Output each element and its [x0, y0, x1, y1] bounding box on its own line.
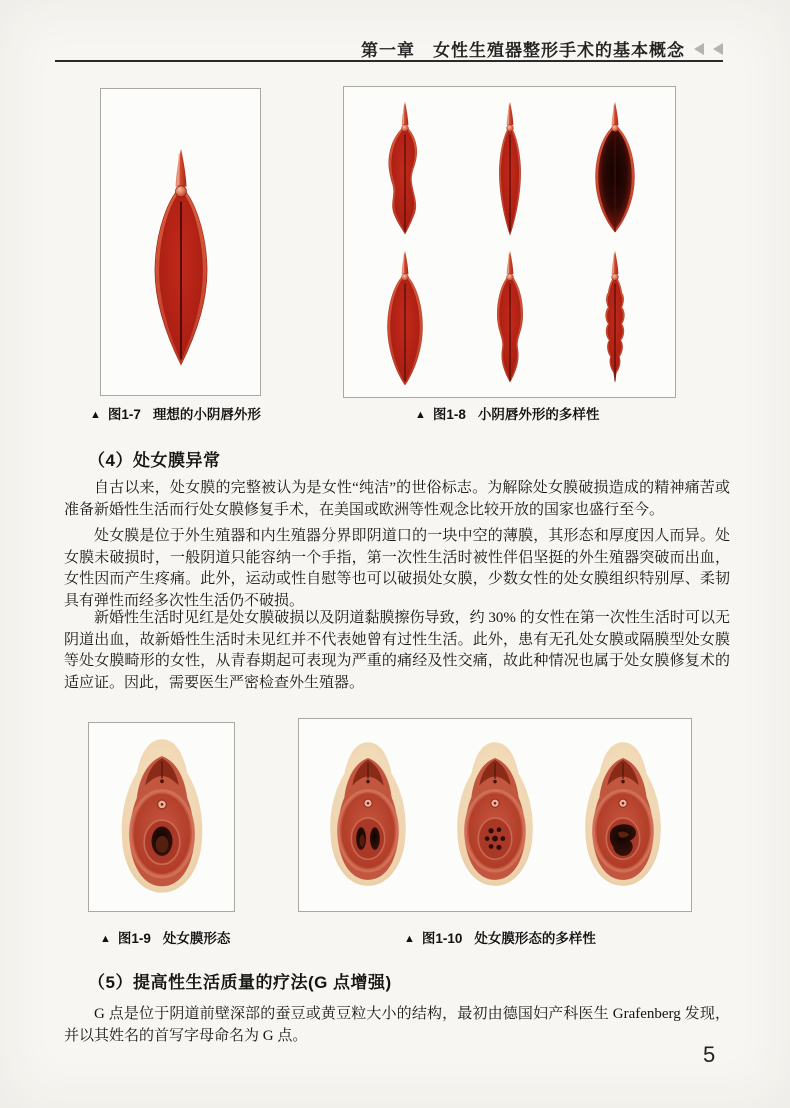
- figure-1-10-caption: [404, 927, 596, 947]
- page-header: [55, 36, 723, 61]
- caption-triangle-icon: ▲: [100, 933, 111, 945]
- figure-1-7-caption: [90, 403, 261, 423]
- chapter-title: 第一章 女性生殖器整形手术的基本概念: [361, 41, 685, 60]
- figure-caption-text: 处女膜形态的多样性: [474, 931, 596, 946]
- left-triangle-icon: [713, 43, 723, 55]
- paragraph: G 点是位于阴道前壁深部的蚕豆或黄豆粒大小的结构，最初由德国妇产科医生 Grafenberg 发现，并以其姓名的首写字母命名为 G 点。: [64, 1006, 730, 1044]
- figure-label: 图1-8: [432, 407, 466, 422]
- paragraph: 处女膜是位于外生殖器和内生殖器分界即阴道口的一块中空的薄膜，其形态和厚度因人而异。处女膜未破损时，一般阴道只能容纳一个手指，第一次性生活时被性伴侣坚挺的外生殖器突破而出血，女性因而产生疼痛。此外，运动或性自慰等也可以破损处女膜，少数女性的处女膜组织特别厚、柔韧具有弹性而经多次性生活仍不破损。: [64, 528, 730, 609]
- labia-variant-broad-illustration: [355, 244, 455, 390]
- hymen-irregular-illustration: [564, 734, 682, 896]
- figure-label: 图1-9: [117, 931, 151, 946]
- page-number: 5: [703, 1042, 716, 1067]
- hymen-annular-illustration: [99, 733, 225, 901]
- figure-1-8-box: [343, 86, 676, 398]
- caption-triangle-icon: ▲: [404, 933, 415, 945]
- caption-triangle-icon: ▲: [90, 409, 101, 421]
- section-5-heading: （5）提高性生活质量的疗法(G 点增强): [88, 973, 392, 992]
- figure-1-7-box: [100, 88, 261, 396]
- figure-caption-text: 小阴唇外形的多样性: [477, 407, 600, 422]
- paragraph: 新婚性生活时见红是处女膜破损以及阴道黏膜擦伤导致，约 30% 的女性在第一次性生活时可以无阴道出血，故新婚性生活时未见红并不代表她曾有过性生活。此外，患有无孔处女膜或隔膜型处女膜等处女膜畸形的女性，从青春期起可表现为严重的痛经及性交痛，故此种情况也属于处女膜修复术的适应证。因此，需要医生严密检查外生殖器。: [64, 610, 730, 691]
- labia-variant-slender-illustration: [460, 95, 560, 241]
- figure-label: 图1-10: [421, 931, 463, 946]
- figure-1-9-caption: [100, 927, 230, 947]
- labia-variant-bulge-illustration: [460, 244, 560, 390]
- figure-1-8-caption: [415, 403, 599, 423]
- hymen-cribriform-illustration: [436, 734, 554, 896]
- labia-ideal-illustration: [110, 135, 252, 377]
- section-4-heading: （4）处女膜异常: [88, 451, 221, 470]
- hymen-septate-illustration: [309, 734, 427, 896]
- figure-1-9-box: [88, 722, 235, 912]
- figure-1-10-box: [298, 718, 692, 912]
- figure-caption-text: 理想的小阴唇外形: [152, 407, 261, 422]
- labia-variant-dark-illustration: [565, 95, 665, 241]
- paragraph: 自古以来，处女膜的完整被认为是女性“纯洁”的世俗标志。为解除处女膜破损造成的精神痛苦或准备新婚性生活而行处女膜修复手术，在美国或欧洲等性观念比较开放的国家也盛行至今。: [64, 480, 730, 518]
- figure-caption-text: 处女膜形态: [162, 931, 231, 946]
- labia-variant-wavy-illustration: [355, 95, 455, 241]
- header-divider: [55, 60, 723, 62]
- figure-label: 图1-7: [107, 407, 141, 422]
- left-triangle-icon: [694, 43, 704, 55]
- caption-triangle-icon: ▲: [415, 409, 426, 421]
- labia-variant-scalloped-illustration: [565, 244, 665, 390]
